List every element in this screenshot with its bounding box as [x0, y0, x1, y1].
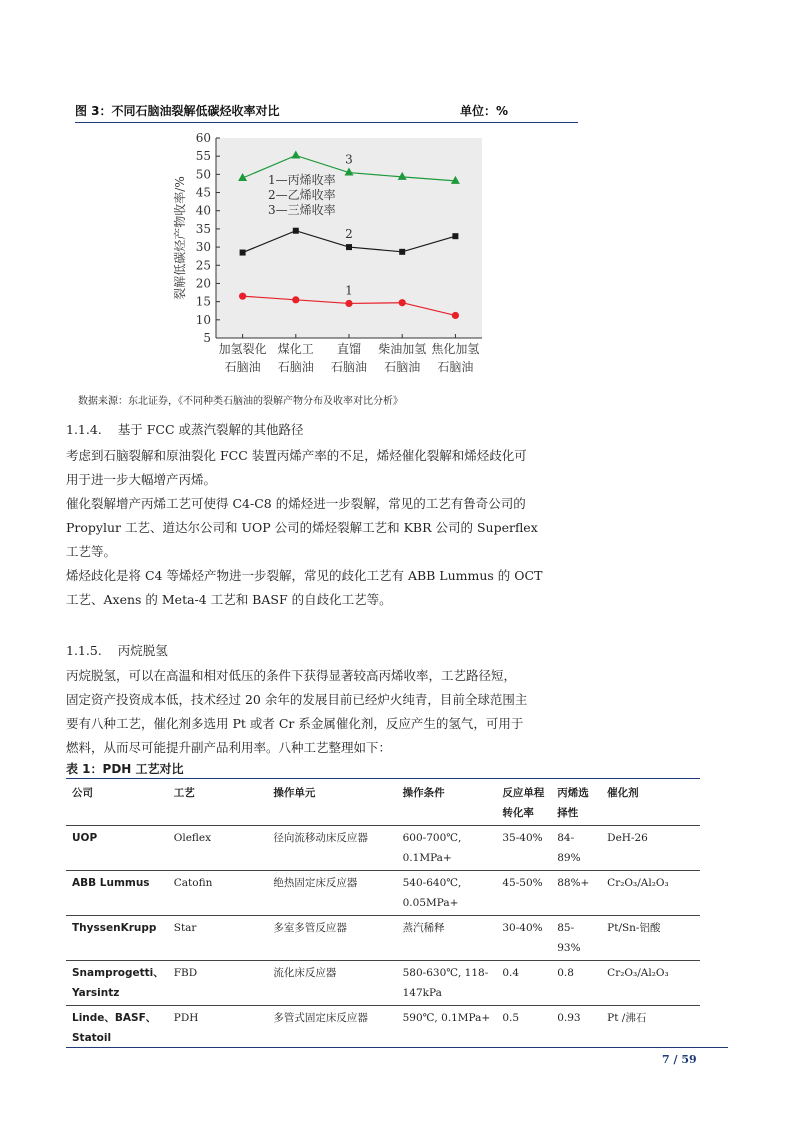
- cell-conversion: 0.4: [496, 961, 551, 1006]
- data-point: [346, 244, 352, 250]
- paragraph-line: 考虑到石脑裂解和原油裂化 FCC 装置丙烯产率的不足，烯烃催化裂解和烯烃歧化可: [66, 448, 527, 463]
- y-tick-label: 45: [195, 185, 211, 200]
- paragraph: [66, 492, 576, 564]
- data-point: [292, 296, 299, 303]
- chart-svg: [150, 128, 490, 378]
- header-selectivity: 丙烯选择性: [557, 787, 589, 819]
- table-row: [66, 961, 700, 1006]
- cell-conversion: 35-40%: [496, 826, 551, 871]
- header-catalyst: 催化剂: [607, 787, 639, 799]
- data-point: [399, 249, 405, 255]
- y-tick-label: 30: [195, 240, 211, 255]
- section-114-title: 基于 FCC 或蒸汽裂解的其他路径: [117, 422, 304, 437]
- page-number: 7 / 59: [662, 1053, 697, 1066]
- cell-condition: 590℃, 0.1MPa+: [397, 1006, 497, 1051]
- section-115-heading: [66, 641, 168, 659]
- table-row: [66, 1006, 700, 1051]
- x-tick-label: 煤化工: [277, 342, 314, 356]
- cell-conversion: 0.5: [496, 1006, 551, 1051]
- paragraph: [66, 664, 576, 760]
- table-row: [66, 916, 700, 961]
- table-row: [66, 826, 700, 871]
- data-point: [452, 312, 459, 319]
- data-point: [345, 300, 352, 307]
- data-point: [239, 293, 246, 300]
- cell-unit: 流化床反应器: [267, 961, 396, 1006]
- y-tick-label: 5: [203, 331, 211, 345]
- y-tick-label: 35: [195, 221, 211, 236]
- cell-conversion: 45-50%: [496, 871, 551, 916]
- cell-company: Linde、BASF、Statoil: [66, 1006, 168, 1051]
- cell-condition: 600-700℃, 0.1MPa+: [397, 826, 497, 871]
- paragraph-line: 要有八种工艺，催化剂多选用 Pt 或者 Cr 系金属催化剂，反应产生的氢气，可用于: [66, 716, 524, 731]
- header-process: 工艺: [173, 787, 195, 799]
- legend-entry: 2—乙烯收率: [268, 188, 336, 202]
- cell-catalyst: Pt/Sn-铝酸: [601, 916, 700, 961]
- paragraph-line: Propylur 工艺、道达尔公司和 UOP 公司的烯烃裂解工艺和 KBR 公司的 Superflex: [66, 520, 538, 535]
- pdh-table: [66, 779, 700, 1050]
- x-tick-label: 直馏: [336, 342, 362, 356]
- figure-title: 图 3：不同石脑油裂解低碳烃收率对比: [75, 104, 280, 118]
- x-tick-label: 石脑油: [384, 360, 421, 374]
- series-label: 1: [345, 283, 353, 298]
- x-tick-label: 石脑油: [437, 360, 474, 374]
- cell-process: Star: [168, 916, 268, 961]
- data-point: [452, 233, 458, 239]
- y-tick-label: 50: [195, 167, 211, 182]
- table-header-row: [66, 779, 700, 826]
- paragraph: [66, 444, 576, 492]
- x-tick-label: 柴油加氢: [378, 342, 427, 356]
- y-axis-label: 裂解低碳烃产物收率/%: [173, 176, 187, 300]
- header-conversion: 反应单程转化率: [502, 787, 545, 819]
- cell-selectivity: 85-93%: [551, 916, 601, 961]
- y-tick-label: 55: [195, 149, 211, 164]
- paragraph-line: 用于进一步大幅增产丙烯。: [66, 472, 217, 487]
- cell-process: Catofin: [168, 871, 268, 916]
- y-tick-label: 40: [195, 203, 211, 218]
- cell-company: UOP: [66, 826, 168, 871]
- cell-unit: 多管式固定床反应器: [267, 1006, 396, 1051]
- cell-catalyst: Cr₂O₃/Al₂O₃: [601, 871, 700, 916]
- series-label: 3: [345, 152, 353, 167]
- cell-selectivity: 0.93: [551, 1006, 601, 1051]
- x-tick-label: 石脑油: [224, 360, 261, 374]
- cell-unit: 多室多管反应器: [267, 916, 396, 961]
- x-tick-label: 焦化加氢: [431, 342, 480, 356]
- x-tick-label: 石脑油: [330, 360, 368, 374]
- paragraph-line: 工艺等。: [66, 544, 117, 559]
- y-tick-label: 60: [195, 131, 211, 145]
- cell-process: FBD: [168, 961, 268, 1006]
- cell-condition: 580-630℃, 118-147kPa: [397, 961, 497, 1006]
- table-row: [66, 871, 700, 916]
- section-115-number: 1.1.5.: [66, 643, 102, 658]
- series-label: 2: [345, 227, 353, 242]
- section-114-heading: [66, 420, 304, 438]
- cell-selectivity: 88%+: [551, 871, 601, 916]
- paragraph-line: 催化裂解增产丙烯工艺可使得 C4-C8 的烯烃进一步裂解，常见的工艺有鲁奇公司的: [66, 496, 526, 511]
- paragraph-line: 丙烷脱氢，可以在高温和相对低压的条件下获得显著较高丙烯收率，工艺路径短，: [66, 668, 517, 683]
- cell-process: PDH: [168, 1006, 268, 1051]
- figure-caption: [75, 102, 578, 123]
- paragraph-line: 固定资产投资成本低，技术经过 20 余年的发展目前已经炉火纯青，目前全球范围主: [66, 692, 528, 707]
- cell-company: Snamprogetti、Yarsintz: [66, 961, 168, 1006]
- paragraph: [66, 564, 576, 612]
- legend-entry: 1—丙烯收率: [268, 173, 336, 187]
- cell-catalyst: DeH-26: [601, 826, 700, 871]
- table-title: 表 1：PDH 工艺对比: [66, 760, 700, 779]
- figure-unit: 单位：%: [460, 104, 509, 118]
- data-point: [293, 228, 299, 234]
- cell-selectivity: 84-89%: [551, 826, 601, 871]
- paragraph-line: 燃料，从而尽可能提升副产品利用率。八种工艺整理如下：: [66, 740, 392, 755]
- cell-catalyst: Cr₂O₃/Al₂O₃: [601, 961, 700, 1006]
- cell-company: ThyssenKrupp: [66, 916, 168, 961]
- cell-condition: 蒸汽稀释: [397, 916, 497, 961]
- section-114-number: 1.1.4.: [66, 422, 102, 437]
- x-tick-label: 石脑油: [277, 360, 314, 374]
- paragraph-line: 烯烃歧化是将 C4 等烯烃产物进一步裂解，常见的歧化工艺有 ABB Lummus 的 OCT: [66, 568, 543, 583]
- y-tick-label: 25: [195, 258, 211, 273]
- header-condition: 操作条件: [402, 787, 445, 799]
- paragraph-line: 工艺、Axens 的 Meta-4 工艺和 BASF 的自歧化工艺等。: [66, 592, 392, 607]
- cell-selectivity: 0.8: [551, 961, 601, 1006]
- yield-chart: [150, 128, 490, 378]
- header-company: 公司: [72, 787, 93, 799]
- x-tick-label: 加氢裂化: [218, 342, 267, 356]
- figure-source: 数据来源：东北证券，《不同种类石脑油的裂解产物分布及收率对比分析》: [78, 396, 403, 407]
- y-tick-label: 10: [195, 312, 211, 327]
- data-point: [240, 250, 246, 256]
- header-unit: 操作单元: [273, 787, 316, 799]
- cell-company: ABB Lummus: [66, 871, 168, 916]
- y-tick-label: 20: [195, 276, 211, 291]
- cell-unit: 径向流移动床反应器: [267, 826, 396, 871]
- cell-process: Oleflex: [168, 826, 268, 871]
- footer-rule: [66, 1047, 728, 1048]
- cell-catalyst: Pt /沸石: [601, 1006, 700, 1051]
- y-tick-label: 15: [195, 294, 211, 309]
- section-115-title: 丙烷脱氢: [117, 643, 168, 658]
- cell-condition: 540-640℃, 0.05MPa+: [397, 871, 497, 916]
- data-point: [399, 299, 406, 306]
- cell-conversion: 30-40%: [496, 916, 551, 961]
- cell-unit: 绝热固定床反应器: [267, 871, 396, 916]
- legend-entry: 3—三烯收率: [268, 203, 336, 217]
